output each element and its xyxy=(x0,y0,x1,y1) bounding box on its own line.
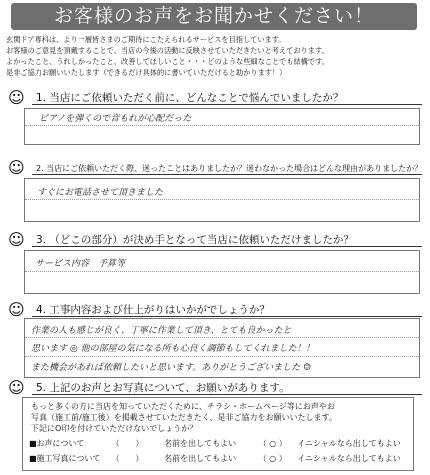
photo-initial-checkbox[interactable]: （ ○ ） xyxy=(258,454,287,463)
consent-line: 下記にO印を付けていただけないでしょうか？ xyxy=(31,424,198,433)
consent-text xyxy=(31,401,337,434)
question-2 xyxy=(6,158,424,220)
person-icon: ☺ xyxy=(8,88,25,107)
question-4-text: 4. 工事内容および仕上がりはいかがでしょうか？ xyxy=(36,304,270,316)
person-icon: ☺ xyxy=(8,230,25,249)
answer-4-line: 作業の人も感じが良く、丁寧に作業して頂き、とても良かったと xyxy=(31,326,292,336)
intro-text xyxy=(6,34,426,78)
question-5 xyxy=(6,378,424,398)
person-icon: ☺ xyxy=(8,158,25,177)
question-5-text: 5. 上記のお声とお写真について、お願いがあります。 xyxy=(36,382,290,394)
answer-3-text: サービス内容 予算等 xyxy=(35,259,126,269)
consent-option-photo: ■施工写真について （ ） 名前を出してもよい （ ○ ） イニシャルなら出してもよい xyxy=(29,454,401,463)
consent-line: 写真（施工前/施工後）を掲載させていただきたく、是非ご協力をお願いいたします。 xyxy=(31,413,337,422)
intro-line: よかったこと、うれしかったこと、改善してほしいこと・・・どのような些細なことでも結構です。 xyxy=(6,57,329,66)
question-1-text: 1. 当店にご依頼いただく前に、どんなことで悩んでいましたか？ xyxy=(36,92,344,104)
answer-3-box xyxy=(24,250,420,294)
person-icon: ☺ xyxy=(8,300,25,319)
voice-initial-checkbox[interactable]: （ ○ ） xyxy=(258,439,287,448)
answer-2-text: すぐにお電話させて頂きました xyxy=(37,188,164,198)
question-3-text: 3. （どこの部分）が決め手となって当店に依頼いただけましたか？ xyxy=(36,234,354,246)
question-4 xyxy=(6,300,424,376)
answer-2-box xyxy=(24,178,420,222)
answer-4-line: 思います ◎ 他の部屋の気になる所も心良く調節もしてくれました！！ xyxy=(31,344,315,354)
intro-line: 玄関ドア専科は、より一層皆さまのご期待にこたえられるサービスを目指しています。 xyxy=(6,35,286,44)
answer-1-text: ピアノを弾くので音もれが心配だった xyxy=(39,114,192,124)
answer-4-line: また機会があれば依頼したいと思います。ありがとうございました ☺ xyxy=(31,363,312,373)
answer-4-box xyxy=(24,318,420,378)
intro-line: お客様のご意見を頂戴することで、当店の今後の活動に反映させていただきたいと考えております。 xyxy=(6,46,329,55)
question-2-text: 2. 当店にご依頼いただく際、迷ったことはありましたか？迷わなかった場合はどんな理由がありましたか？ xyxy=(36,164,423,173)
question-3 xyxy=(6,230,424,292)
survey-title: お客様のお声をお聞かせください！ xyxy=(11,3,417,30)
photo-name-checkbox[interactable]: （ ） xyxy=(111,454,144,463)
question-1 xyxy=(6,88,424,143)
consent-option-voice: ■お声について （ ） 名前を出してもよい （ ○ ） イニシャルなら出してもよい xyxy=(29,439,401,448)
person-icon: ☺ xyxy=(8,378,25,397)
consent-box xyxy=(22,397,414,471)
consent-line: もっと多くの方に当店を知っていただくために、チラシ・ホームページ等にお声やお xyxy=(31,402,335,411)
intro-line: 是非ご協力お願いいたします（できるだけ具体的に書いていただけると助かります！） xyxy=(6,68,287,77)
voice-name-checkbox[interactable]: （ ） xyxy=(111,439,144,448)
answer-1-box xyxy=(24,108,420,145)
